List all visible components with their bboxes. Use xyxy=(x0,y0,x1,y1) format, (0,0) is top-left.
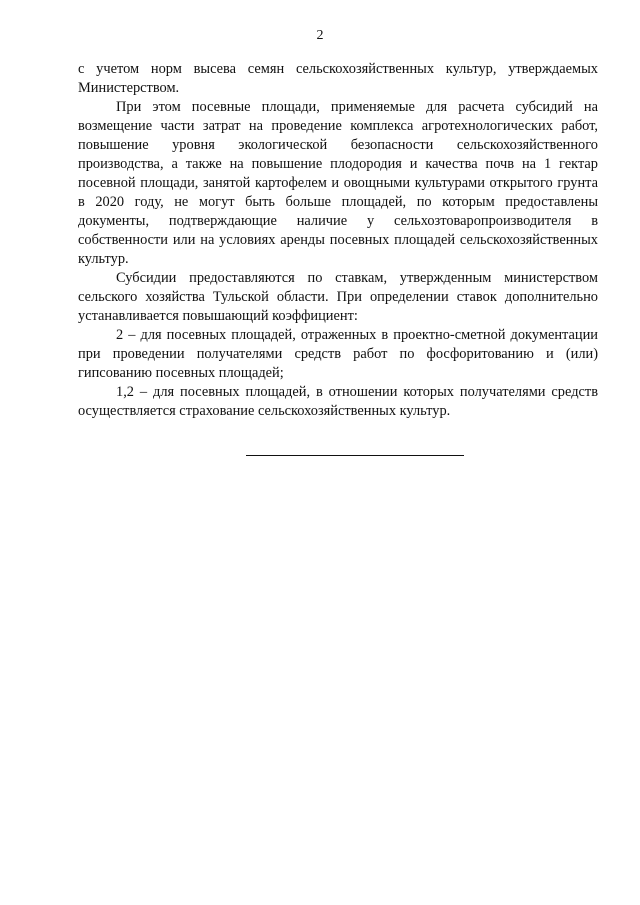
paragraph-coefficient-1-2: 1,2 – для посевных площадей, в отношении которых получателями средств осуществляется страхование сельскохозяйственных культур. xyxy=(78,384,598,419)
page-number: 2 xyxy=(316,28,324,43)
paragraph-continuation: с учетом норм высева семян сельскохозяйственных культур, утверждаемых Министерством. xyxy=(78,61,598,96)
paragraph-sown-areas: При этом посевные площади, применяемые для расчета субсидий на возмещение части затрат на проведение комплекса агротехнологических работ, повышение уровня экологической безопасности сельскохозяйственного производства, а также на повышение плодородия и качества почв на 1 гектар посевной площади, занятой картофелем и овощными культурами открытого грунта в 2020 году, не могут быть больше площадей, по которым предоставлены документы, подтверждающие наличие у сельхозтоваропроизводителя в собственности или на условиях аренды посевных площадей сельскохозяйственных культур. xyxy=(78,99,598,267)
document-body xyxy=(78,60,598,421)
end-separator-line xyxy=(246,455,464,456)
paragraph-subsidy-rates: Субсидии предоставляются по ставкам, утвержденным министерством сельского хозяйства Тульской области. При определении ставок дополнительно устанавливается повышающий коэффициент: xyxy=(78,270,598,324)
paragraph-coefficient-2: 2 – для посевных площадей, отраженных в проектно-сметной документации при проведении получателями средств работ по фосфоритованию и (или) гипсованию посевных площадей; xyxy=(78,327,598,381)
